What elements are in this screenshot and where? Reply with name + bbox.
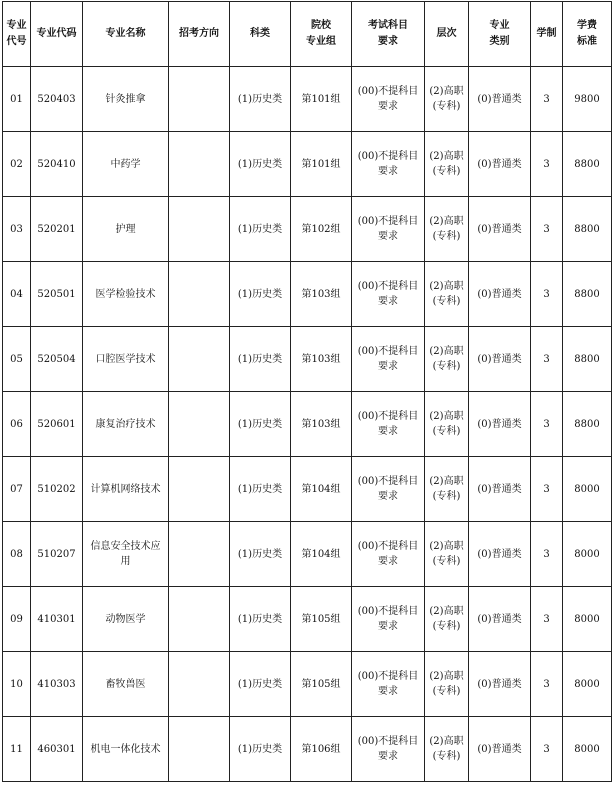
table-row: [3, 652, 612, 717]
cell-subject-requirement-line: 要求: [378, 231, 398, 242]
cell-school-group: 第101组: [291, 132, 352, 197]
cell-category: (1)历史类: [230, 652, 291, 717]
cell-major-type: (0)普通类: [469, 457, 531, 522]
table-row: [3, 587, 612, 652]
cell-subject-requirement: [352, 717, 425, 782]
cell-tuition: 8800: [563, 197, 612, 262]
table-row: [3, 132, 612, 197]
cell-level-line: (2)高职: [429, 476, 464, 487]
cell-duration: 3: [531, 652, 563, 717]
header-subject-requirement-line: 要求: [378, 36, 398, 47]
cell-major-code: 460301: [31, 717, 83, 782]
cell-duration: 3: [531, 327, 563, 392]
header-school-group-line: 院校: [311, 20, 331, 31]
cell-level: [425, 392, 469, 457]
cell-duration: 3: [531, 457, 563, 522]
cell-code: 05: [3, 327, 31, 392]
cell-major-code: 520410: [31, 132, 83, 197]
cell-tuition: 8800: [563, 132, 612, 197]
cell-duration: 3: [531, 197, 563, 262]
table-row: [3, 522, 612, 587]
cell-subject-requirement-line: 要求: [378, 556, 398, 567]
admission-plan-table: [2, 1, 612, 782]
cell-level: [425, 67, 469, 132]
cell-tuition: 8800: [563, 327, 612, 392]
cell-major-code: 520501: [31, 262, 83, 327]
cell-subject-requirement-line: (00)不提科目: [357, 736, 419, 747]
cell-category: (1)历史类: [230, 457, 291, 522]
cell-tuition: 8000: [563, 717, 612, 782]
header-school-group-line: 专业组: [306, 36, 336, 47]
cell-level-line: (2)高职: [429, 606, 464, 617]
cell-major-code: 410303: [31, 652, 83, 717]
cell-level-line: (专科): [432, 166, 461, 177]
cell-major-type: (0)普通类: [469, 67, 531, 132]
cell-code: 11: [3, 717, 31, 782]
cell-subject-requirement-line: (00)不提科目: [357, 606, 419, 617]
cell-duration: 3: [531, 132, 563, 197]
header-major-type-line: 专业: [489, 20, 510, 31]
cell-category: (1)历史类: [230, 587, 291, 652]
cell-category: (1)历史类: [230, 522, 291, 587]
cell-subject-requirement-line: 要求: [378, 296, 398, 307]
header-direction: [169, 2, 230, 67]
cell-level-line: (专科): [432, 751, 461, 762]
header-major-type: [469, 2, 531, 67]
cell-code: 10: [3, 652, 31, 717]
cell-major-type: (0)普通类: [469, 327, 531, 392]
cell-direction: [169, 717, 230, 782]
cell-tuition: 8000: [563, 652, 612, 717]
header-subject-requirement: [352, 2, 425, 67]
cell-level-line: (2)高职: [429, 411, 464, 422]
header-level-line: 层次: [436, 28, 457, 39]
cell-level-line: (2)高职: [429, 151, 464, 162]
cell-major-name-line: 机电一体化技术: [90, 743, 161, 755]
cell-direction: [169, 652, 230, 717]
table-row: [3, 197, 612, 262]
cell-school-group: 第106组: [291, 717, 352, 782]
cell-subject-requirement-line: (00)不提科目: [357, 411, 419, 422]
table-row: [3, 262, 612, 327]
cell-major-name-line: 护理: [115, 223, 136, 235]
cell-major-name: [83, 522, 169, 587]
cell-school-group: 第103组: [291, 262, 352, 327]
cell-level-line: (专科): [432, 231, 461, 242]
cell-major-type: (0)普通类: [469, 197, 531, 262]
cell-major-name: [83, 67, 169, 132]
cell-subject-requirement-line: 要求: [378, 751, 398, 762]
cell-level: [425, 652, 469, 717]
header-major-code-no-line: 代号: [6, 36, 27, 47]
cell-major-name: [83, 327, 169, 392]
cell-code: 01: [3, 67, 31, 132]
cell-major-code: 410301: [31, 587, 83, 652]
cell-subject-requirement-line: (00)不提科目: [357, 216, 419, 227]
cell-level-line: (2)高职: [429, 671, 464, 682]
cell-major-name: [83, 652, 169, 717]
cell-major-name: [83, 392, 169, 457]
cell-major-name-line: 中药学: [110, 158, 141, 170]
cell-major-code: 520601: [31, 392, 83, 457]
cell-major-name-line: 针灸推拿: [105, 93, 146, 105]
cell-duration: 3: [531, 522, 563, 587]
header-major-name-line: 专业名称: [105, 28, 146, 39]
cell-major-code: 510207: [31, 522, 83, 587]
cell-direction: [169, 522, 230, 587]
cell-level-line: (2)高职: [429, 346, 464, 357]
header-major-code-line: 专业代码: [36, 28, 77, 39]
cell-school-group: 第103组: [291, 392, 352, 457]
cell-level-line: (2)高职: [429, 541, 464, 552]
table-row: [3, 457, 612, 522]
cell-level-line: (专科): [432, 491, 461, 502]
cell-level-line: (专科): [432, 621, 461, 632]
cell-duration: 3: [531, 587, 563, 652]
cell-school-group: 第104组: [291, 522, 352, 587]
cell-tuition: 8800: [563, 392, 612, 457]
cell-subject-requirement-line: (00)不提科目: [357, 86, 419, 97]
cell-category: (1)历史类: [230, 392, 291, 457]
cell-level-line: (2)高职: [429, 86, 464, 97]
cell-major-name: [83, 197, 169, 262]
cell-subject-requirement: [352, 522, 425, 587]
cell-tuition: 8000: [563, 587, 612, 652]
cell-school-group: 第104组: [291, 457, 352, 522]
cell-major-name-line: 用: [120, 556, 131, 567]
cell-level-line: (专科): [432, 556, 461, 567]
cell-level-line: (专科): [432, 361, 461, 372]
cell-direction: [169, 262, 230, 327]
cell-subject-requirement-line: 要求: [378, 426, 398, 437]
cell-direction: [169, 132, 230, 197]
cell-code: 02: [3, 132, 31, 197]
table-row: [3, 327, 612, 392]
cell-direction: [169, 327, 230, 392]
cell-direction: [169, 67, 230, 132]
header-duration-line: 学制: [536, 28, 557, 39]
cell-tuition: 8000: [563, 522, 612, 587]
cell-category: (1)历史类: [230, 717, 291, 782]
cell-direction: [169, 197, 230, 262]
cell-subject-requirement: [352, 327, 425, 392]
cell-major-name-line: 计算机网络技术: [90, 483, 161, 495]
cell-subject-requirement-line: (00)不提科目: [357, 151, 419, 162]
cell-subject-requirement: [352, 652, 425, 717]
table-row: [3, 67, 612, 132]
cell-level-line: (专科): [432, 426, 461, 437]
cell-category: (1)历史类: [230, 197, 291, 262]
header-major-type-line: 类别: [489, 36, 510, 47]
cell-subject-requirement: [352, 262, 425, 327]
cell-major-name-line: 畜牧兽医: [105, 678, 146, 690]
cell-subject-requirement: [352, 587, 425, 652]
cell-school-group: 第103组: [291, 327, 352, 392]
cell-level: [425, 327, 469, 392]
cell-level: [425, 457, 469, 522]
header-subject-requirement-line: 考试科目: [368, 20, 408, 31]
header-category: [230, 2, 291, 67]
cell-category: (1)历史类: [230, 327, 291, 392]
cell-level-line: (专科): [432, 101, 461, 112]
cell-subject-requirement-line: 要求: [378, 686, 398, 697]
cell-major-name-line: 口腔医学技术: [95, 353, 156, 365]
cell-major-type: (0)普通类: [469, 132, 531, 197]
header-category-line: 科类: [250, 28, 270, 39]
cell-subject-requirement-line: (00)不提科目: [357, 541, 419, 552]
cell-tuition: 8000: [563, 457, 612, 522]
cell-subject-requirement: [352, 132, 425, 197]
header-duration: [531, 2, 563, 67]
cell-code: 04: [3, 262, 31, 327]
cell-level: [425, 197, 469, 262]
cell-tuition: 8800: [563, 262, 612, 327]
cell-major-code: 520201: [31, 197, 83, 262]
cell-category: (1)历史类: [230, 67, 291, 132]
cell-subject-requirement: [352, 392, 425, 457]
cell-major-name-line: 信息安全技术应: [90, 541, 161, 552]
table-row: [3, 717, 612, 782]
cell-major-name: [83, 132, 169, 197]
cell-level-line: (2)高职: [429, 736, 464, 747]
cell-subject-requirement: [352, 457, 425, 522]
cell-major-name-line: 康复治疗技术: [95, 418, 156, 430]
cell-duration: 3: [531, 67, 563, 132]
cell-school-group: 第105组: [291, 652, 352, 717]
cell-level-line: (2)高职: [429, 281, 464, 292]
cell-major-name-line: 动物医学: [105, 613, 146, 625]
header-major-code-no-line: 专业: [6, 20, 27, 31]
cell-category: (1)历史类: [230, 262, 291, 327]
cell-major-type: (0)普通类: [469, 522, 531, 587]
cell-direction: [169, 392, 230, 457]
cell-major-code: 520403: [31, 67, 83, 132]
cell-major-name: [83, 717, 169, 782]
cell-subject-requirement: [352, 197, 425, 262]
cell-major-name: [83, 587, 169, 652]
cell-code: 08: [3, 522, 31, 587]
cell-major-type: (0)普通类: [469, 717, 531, 782]
cell-level-line: (专科): [432, 686, 461, 697]
header-tuition: [563, 2, 612, 67]
header-tuition-line: 标准: [577, 36, 597, 47]
cell-subject-requirement-line: (00)不提科目: [357, 281, 419, 292]
cell-subject-requirement-line: 要求: [378, 166, 398, 177]
cell-school-group: 第102组: [291, 197, 352, 262]
header-major-name: [83, 2, 169, 67]
cell-major-type: (0)普通类: [469, 392, 531, 457]
header-major-code: [31, 2, 83, 67]
cell-level: [425, 132, 469, 197]
cell-level: [425, 262, 469, 327]
cell-school-group: 第105组: [291, 587, 352, 652]
header-major-code-no: [3, 2, 31, 67]
header-school-group: [291, 2, 352, 67]
cell-major-name: [83, 457, 169, 522]
cell-major-type: (0)普通类: [469, 652, 531, 717]
cell-tuition: 9800: [563, 67, 612, 132]
cell-major-name: [83, 262, 169, 327]
cell-duration: 3: [531, 262, 563, 327]
cell-major-name-line: 医学检验技术: [95, 288, 156, 300]
cell-subject-requirement-line: 要求: [378, 101, 398, 112]
cell-level: [425, 717, 469, 782]
cell-subject-requirement-line: 要求: [378, 361, 398, 372]
cell-subject-requirement: [352, 67, 425, 132]
cell-level-line: (专科): [432, 296, 461, 307]
cell-code: 07: [3, 457, 31, 522]
cell-major-type: (0)普通类: [469, 262, 531, 327]
cell-subject-requirement-line: (00)不提科目: [357, 346, 419, 357]
cell-code: 09: [3, 587, 31, 652]
header-tuition-line: 学费: [577, 20, 597, 31]
cell-school-group: 第101组: [291, 67, 352, 132]
cell-level: [425, 522, 469, 587]
cell-major-type: (0)普通类: [469, 587, 531, 652]
header-level: [425, 2, 469, 67]
cell-duration: 3: [531, 717, 563, 782]
cell-subject-requirement-line: 要求: [378, 491, 398, 502]
cell-code: 06: [3, 392, 31, 457]
cell-level: [425, 587, 469, 652]
cell-direction: [169, 587, 230, 652]
cell-subject-requirement-line: 要求: [378, 621, 398, 632]
cell-duration: 3: [531, 392, 563, 457]
cell-code: 03: [3, 197, 31, 262]
cell-level-line: (2)高职: [429, 216, 464, 227]
cell-subject-requirement-line: (00)不提科目: [357, 671, 419, 682]
cell-subject-requirement-line: (00)不提科目: [357, 476, 419, 487]
cell-major-code: 520504: [31, 327, 83, 392]
cell-category: (1)历史类: [230, 132, 291, 197]
table-row: [3, 392, 612, 457]
header-direction-line: 招考方向: [179, 28, 219, 39]
cell-direction: [169, 457, 230, 522]
table-body: [3, 67, 612, 782]
cell-major-code: 510202: [31, 457, 83, 522]
header-row: [3, 2, 612, 67]
